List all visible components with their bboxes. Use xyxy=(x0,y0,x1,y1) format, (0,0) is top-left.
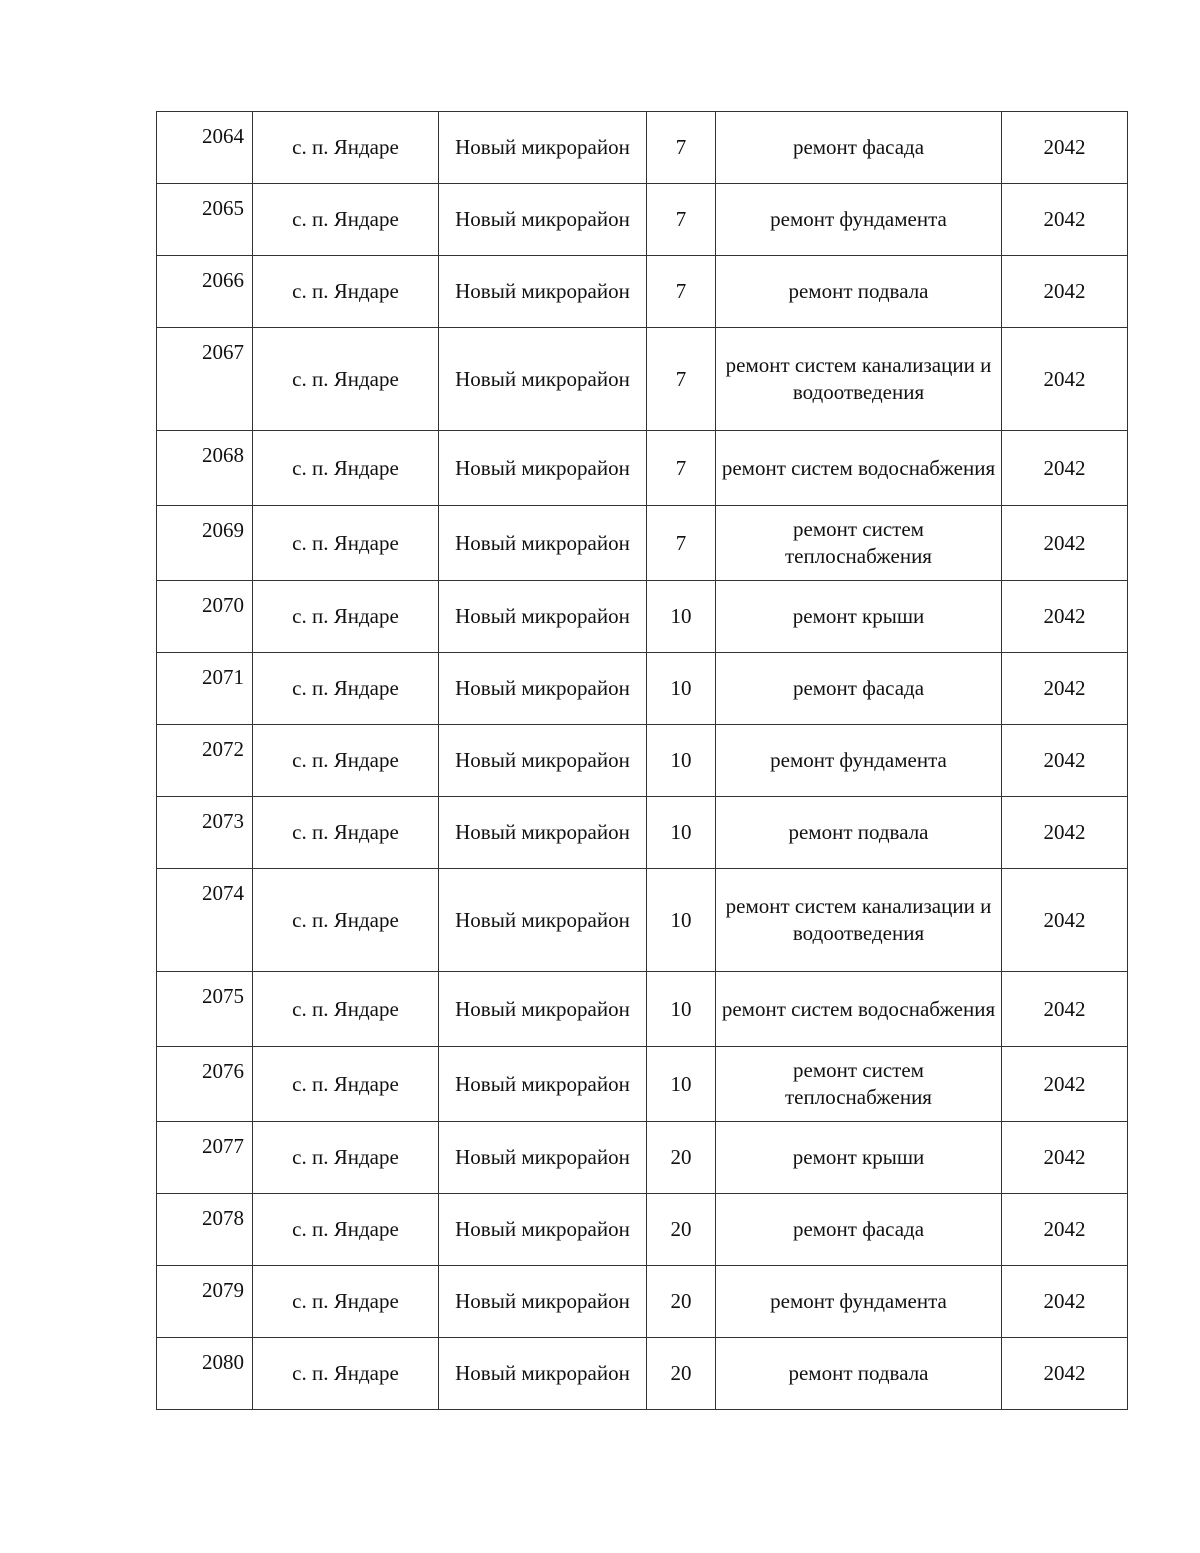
year-cell: 2042 xyxy=(1002,869,1128,972)
table-row xyxy=(157,184,1128,256)
work-type-cell: ремонт систем водоснабжения xyxy=(716,972,1002,1047)
house-number-cell: 20 xyxy=(647,1338,716,1410)
row-number-cell: 2072 xyxy=(157,725,253,797)
street-cell: Новый микрорайон xyxy=(439,1122,647,1194)
house-number-cell: 7 xyxy=(647,112,716,184)
work-type-cell: ремонт подвала xyxy=(716,256,1002,328)
table-row xyxy=(157,653,1128,725)
year-cell: 2042 xyxy=(1002,1194,1128,1266)
street-cell: Новый микрорайон xyxy=(439,1047,647,1122)
work-type-cell: ремонт фундамента xyxy=(716,1266,1002,1338)
table-row xyxy=(157,581,1128,653)
repair-schedule-table xyxy=(156,111,1128,1410)
settlement-cell: с. п. Яндаре xyxy=(253,869,439,972)
work-type-cell: ремонт фасада xyxy=(716,653,1002,725)
table-row xyxy=(157,506,1128,581)
table-row xyxy=(157,1194,1128,1266)
house-number-cell: 7 xyxy=(647,431,716,506)
settlement-cell: с. п. Яндаре xyxy=(253,1047,439,1122)
year-cell: 2042 xyxy=(1002,112,1128,184)
street-cell: Новый микрорайон xyxy=(439,1194,647,1266)
street-cell: Новый микрорайон xyxy=(439,431,647,506)
street-cell: Новый микрорайон xyxy=(439,1338,647,1410)
row-number-cell: 2071 xyxy=(157,653,253,725)
work-type-cell: ремонт крыши xyxy=(716,1122,1002,1194)
row-number-cell: 2075 xyxy=(157,972,253,1047)
work-type-cell: ремонт фасада xyxy=(716,1194,1002,1266)
row-number-cell: 2077 xyxy=(157,1122,253,1194)
table-row xyxy=(157,1338,1128,1410)
house-number-cell: 10 xyxy=(647,972,716,1047)
row-number-cell: 2079 xyxy=(157,1266,253,1338)
row-number-cell: 2066 xyxy=(157,256,253,328)
street-cell: Новый микрорайон xyxy=(439,256,647,328)
house-number-cell: 10 xyxy=(647,581,716,653)
settlement-cell: с. п. Яндаре xyxy=(253,653,439,725)
house-number-cell: 7 xyxy=(647,328,716,431)
work-type-cell: ремонт систем теплоснабжения xyxy=(716,1047,1002,1122)
year-cell: 2042 xyxy=(1002,431,1128,506)
house-number-cell: 7 xyxy=(647,256,716,328)
settlement-cell: с. п. Яндаре xyxy=(253,112,439,184)
year-cell: 2042 xyxy=(1002,184,1128,256)
row-number-cell: 2078 xyxy=(157,1194,253,1266)
settlement-cell: с. п. Яндаре xyxy=(253,972,439,1047)
table-body xyxy=(157,112,1128,1410)
year-cell: 2042 xyxy=(1002,797,1128,869)
year-cell: 2042 xyxy=(1002,1266,1128,1338)
year-cell: 2042 xyxy=(1002,581,1128,653)
row-number-cell: 2067 xyxy=(157,328,253,431)
year-cell: 2042 xyxy=(1002,506,1128,581)
house-number-cell: 10 xyxy=(647,869,716,972)
settlement-cell: с. п. Яндаре xyxy=(253,256,439,328)
table-row xyxy=(157,431,1128,506)
work-type-cell: ремонт фундамента xyxy=(716,184,1002,256)
row-number-cell: 2073 xyxy=(157,797,253,869)
table-row xyxy=(157,256,1128,328)
work-type-cell: ремонт фундамента xyxy=(716,725,1002,797)
street-cell: Новый микрорайон xyxy=(439,184,647,256)
year-cell: 2042 xyxy=(1002,653,1128,725)
table-row xyxy=(157,797,1128,869)
year-cell: 2042 xyxy=(1002,1338,1128,1410)
street-cell: Новый микрорайон xyxy=(439,112,647,184)
year-cell: 2042 xyxy=(1002,1122,1128,1194)
house-number-cell: 20 xyxy=(647,1122,716,1194)
house-number-cell: 20 xyxy=(647,1266,716,1338)
table-row xyxy=(157,112,1128,184)
year-cell: 2042 xyxy=(1002,972,1128,1047)
table-row xyxy=(157,328,1128,431)
settlement-cell: с. п. Яндаре xyxy=(253,184,439,256)
work-type-cell: ремонт фасада xyxy=(716,112,1002,184)
street-cell: Новый микрорайон xyxy=(439,869,647,972)
street-cell: Новый микрорайон xyxy=(439,797,647,869)
street-cell: Новый микрорайон xyxy=(439,972,647,1047)
settlement-cell: с. п. Яндаре xyxy=(253,328,439,431)
year-cell: 2042 xyxy=(1002,256,1128,328)
house-number-cell: 10 xyxy=(647,725,716,797)
table-row xyxy=(157,869,1128,972)
table-row xyxy=(157,972,1128,1047)
work-type-cell: ремонт систем канализации и водоотведения xyxy=(716,328,1002,431)
row-number-cell: 2070 xyxy=(157,581,253,653)
year-cell: 2042 xyxy=(1002,1047,1128,1122)
table-row xyxy=(157,1122,1128,1194)
work-type-cell: ремонт подвала xyxy=(716,797,1002,869)
row-number-cell: 2076 xyxy=(157,1047,253,1122)
table-row xyxy=(157,725,1128,797)
street-cell: Новый микрорайон xyxy=(439,581,647,653)
settlement-cell: с. п. Яндаре xyxy=(253,506,439,581)
work-type-cell: ремонт систем водоснабжения xyxy=(716,431,1002,506)
street-cell: Новый микрорайон xyxy=(439,653,647,725)
settlement-cell: с. п. Яндаре xyxy=(253,797,439,869)
work-type-cell: ремонт систем канализации и водоотведения xyxy=(716,869,1002,972)
row-number-cell: 2068 xyxy=(157,431,253,506)
house-number-cell: 7 xyxy=(647,506,716,581)
street-cell: Новый микрорайон xyxy=(439,506,647,581)
table-row xyxy=(157,1266,1128,1338)
year-cell: 2042 xyxy=(1002,328,1128,431)
settlement-cell: с. п. Яндаре xyxy=(253,1194,439,1266)
house-number-cell: 7 xyxy=(647,184,716,256)
year-cell: 2042 xyxy=(1002,725,1128,797)
street-cell: Новый микрорайон xyxy=(439,725,647,797)
row-number-cell: 2074 xyxy=(157,869,253,972)
row-number-cell: 2080 xyxy=(157,1338,253,1410)
row-number-cell: 2069 xyxy=(157,506,253,581)
work-type-cell: ремонт крыши xyxy=(716,581,1002,653)
table-row xyxy=(157,1047,1128,1122)
work-type-cell: ремонт систем теплоснабжения xyxy=(716,506,1002,581)
row-number-cell: 2064 xyxy=(157,112,253,184)
settlement-cell: с. п. Яндаре xyxy=(253,1266,439,1338)
settlement-cell: с. п. Яндаре xyxy=(253,725,439,797)
work-type-cell: ремонт подвала xyxy=(716,1338,1002,1410)
house-number-cell: 20 xyxy=(647,1194,716,1266)
settlement-cell: с. п. Яндаре xyxy=(253,1122,439,1194)
house-number-cell: 10 xyxy=(647,1047,716,1122)
street-cell: Новый микрорайон xyxy=(439,1266,647,1338)
row-number-cell: 2065 xyxy=(157,184,253,256)
house-number-cell: 10 xyxy=(647,797,716,869)
settlement-cell: с. п. Яндаре xyxy=(253,431,439,506)
street-cell: Новый микрорайон xyxy=(439,328,647,431)
house-number-cell: 10 xyxy=(647,653,716,725)
settlement-cell: с. п. Яндаре xyxy=(253,1338,439,1410)
settlement-cell: с. п. Яндаре xyxy=(253,581,439,653)
